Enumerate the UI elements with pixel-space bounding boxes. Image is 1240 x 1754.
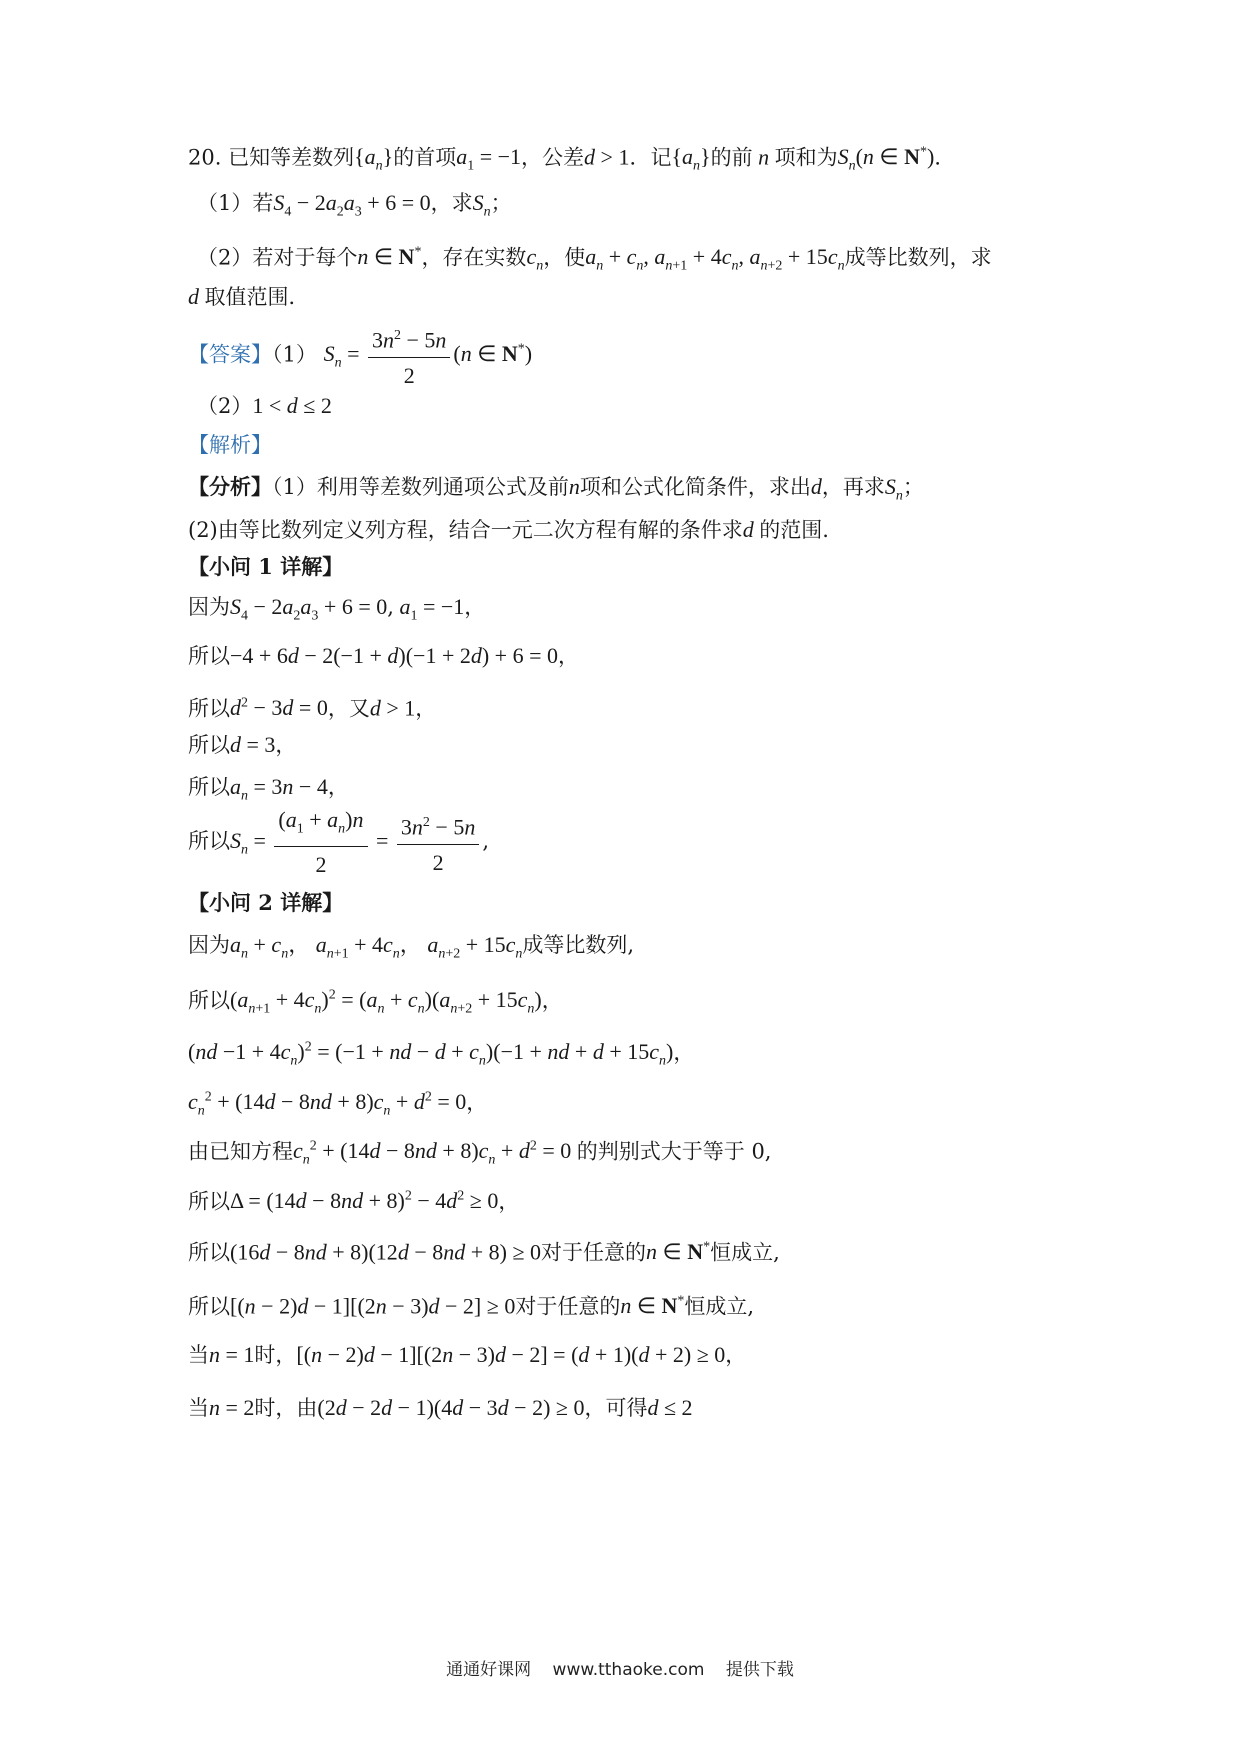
analysis-tag: 【解析】 (188, 433, 272, 457)
analysis-line-1: 【分析】（1）利用等差数列通项公式及前n项和公式化简条件，求出d，再求$S_n$； (188, 474, 924, 504)
answer-tag: 【答案】 (188, 342, 272, 367)
problem-number: 20. (188, 145, 222, 170)
sol2-step-8: 所以[(n − 2)d − 1][(2n − 3)d − 2] ≥ 0对于任意的n ∈ N*恒成立, (188, 1293, 755, 1319)
solution-1-title: 【小问 1 详解】 (188, 554, 344, 579)
sol2-step-10: 当n = 2时，由(2d − 2d − 1)(4d − 3d − 2) ≥ 0，可得d ≤ 2 (188, 1395, 693, 1420)
footer-site-name: 通通好课网 (446, 1660, 532, 1680)
sol2-step-3: $(nd -1 + 4c_n)^2 = (-1$ + nd − $d + c_n)(-1$ + nd + $d + 15c_n$)， (188, 1039, 695, 1069)
sol2-step-9: 当n = 1时，[(n − 2)d − 1][(2n − 3)d − 2] = (d + 1)(d + 2) ≥ 0， (188, 1342, 747, 1367)
page-footer (0, 1655, 1240, 1680)
sol2-step-7: 所以(16d − 8nd + 8)(12d − 8nd + 8) ≥ 0对于任意的n ∈ N*恒成立, (188, 1239, 780, 1265)
sol1-step-5: 所以$a_n = 3n - 4$， (188, 774, 349, 804)
footer-note: 提供下载 (725, 1660, 794, 1680)
sol2-step-6: 所以$\Delta = (14d - 8nd + 8)^2 - 4d^2 \ge 0$， (188, 1188, 520, 1214)
answer-line-1: 【答案】（1） $S_n$ = $\frac{3n^2 - 5n}{2}$ (n ∈ N*) (188, 315, 532, 399)
solution-2-title: 【小问 2 详解】 (188, 890, 344, 915)
sol1-step-4: 所以d = 3， (188, 732, 297, 757)
problem-line-1: 20. 已知等差数列$\{a_n\}$的首项$a_1 = -1$，公差d > 1．记$\{a_n\}$的前 n 项和为$S_n(n$ ∈ N*)． (188, 144, 956, 174)
problem-part-1: （1）若$S_4 - 2a_2a_3 + 6 = 0$，求$S_n$； (197, 190, 512, 220)
answer-line-2: （2）1 < d ≤ 2 (197, 393, 332, 418)
sol2-step-4: $c_n^2 + (14d - 8nd + 8)c_n + d^2 = 0$， (188, 1089, 488, 1119)
sol1-step-6: 所以$S_n$ = $\frac{(a_1 + a_n)n}{2}$ = $\frac{3n^2 - 5n}{2}$ , (188, 807, 490, 878)
sol1-step-1: 因为$S_4 - 2a_2a_3 + 6 = 0$, $a_1 = -1$， (188, 594, 486, 624)
sol2-step-1: 因为$a_n + c_n$， $a_{n+1} + 4c_n$， $a_{n+2} + 15c_n$成等比数列, (188, 932, 635, 962)
sol2-step-2: 所以$(a_{n+1} + 4c_n)^2 = (a_n + c_n)(a_{n+2} + 15c_n)$， (188, 987, 563, 1017)
sol2-step-5: 由已知方程$c_n^2 + (14d - 8nd + 8)c_n + d^2 = 0$ 的判别式大于等于 0, (188, 1138, 772, 1168)
problem-part-2-cont: d 取值范围． (188, 284, 310, 309)
footer-url[interactable]: www.tthaoke.com (552, 1660, 705, 1680)
sol1-step-2: 所以−4 + 6d − 2(−1 + d)(−1 + 2d) + 6 = 0， (188, 643, 579, 668)
sol1-step-3: 所以$d^2 - 3d = 0$，又d > 1， (188, 695, 437, 721)
analysis-line-2: (2)由等比数列定义列方程，结合一元二次方程有解的条件求d 的范围. (188, 517, 829, 542)
problem-part-2: （2）若对于每个n ∈ N*，存在实数$c_n$，使$a_n + c_n$, $a_{n+1} + 4c_n$, $a_{n+2} + 15c_n$成等比数列，求 (197, 244, 992, 274)
